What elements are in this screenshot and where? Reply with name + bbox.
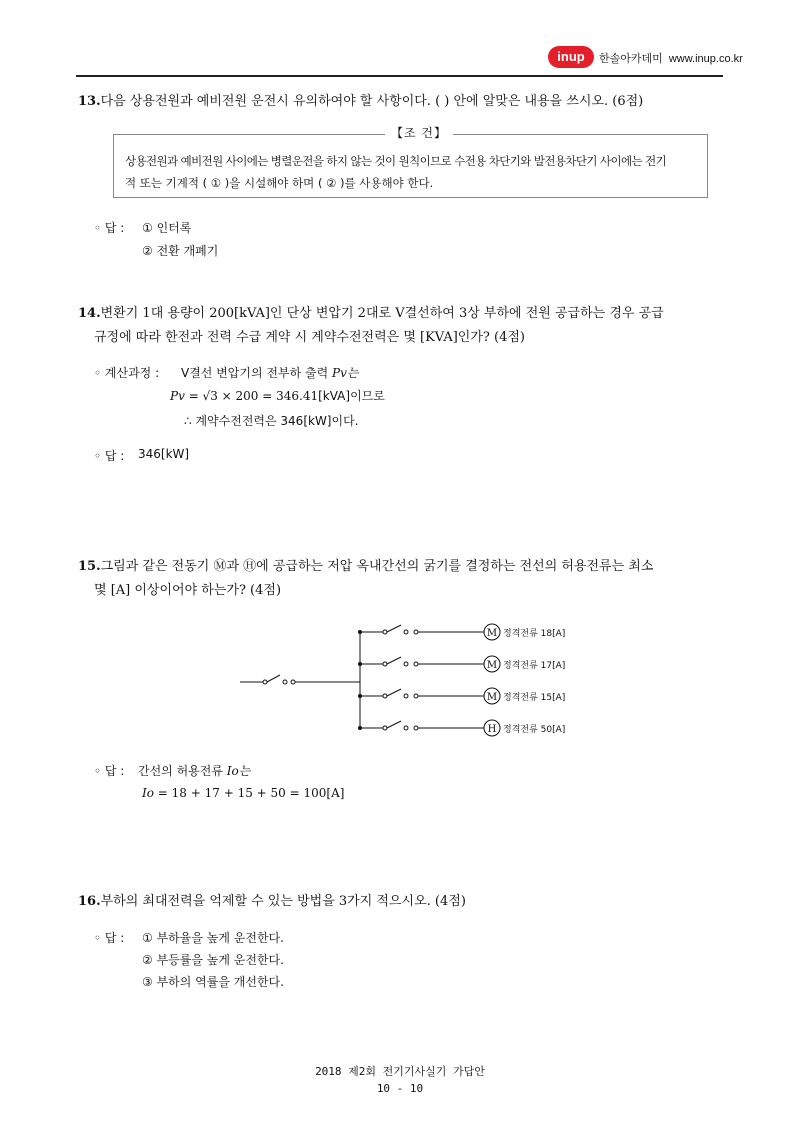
main-switch-contact <box>263 680 267 684</box>
q13-answer-1: ① 인터록 <box>142 221 192 235</box>
q16-question <box>78 890 466 914</box>
branch-switch-contact <box>404 726 408 730</box>
load-rated-current-label: 정격전류 18[A] <box>503 629 566 639</box>
branch-switch-blade <box>387 689 401 696</box>
q15-answer-line2 <box>142 786 344 800</box>
q15-answer-label: ◦ 답 : <box>94 764 125 778</box>
q13-question <box>78 90 643 114</box>
q14-question <box>78 302 664 350</box>
q14-calc-line2-unit: [kVA]이므로 <box>318 389 385 403</box>
footer-title: 2018 제2회 전기기사실기 가답안 <box>315 1065 485 1078</box>
brand <box>599 50 743 66</box>
q14-line2: 규정에 따라 한전과 전력 수급 계약 시 계약수전전력은 몇 [KVA]인가? (4점) <box>94 330 525 345</box>
header-rule <box>76 75 723 77</box>
load-symbol-letter: M <box>486 660 498 671</box>
q13-condition-title: 【조 건】 <box>385 124 453 141</box>
q13-answer-2: ② 전환 개폐기 <box>142 244 219 258</box>
branch-switch-contact <box>414 726 418 730</box>
q14-calc-line1-sym: Pv는 <box>332 366 359 380</box>
load-rated-current-label: 정격전류 17[A] <box>503 661 566 671</box>
q15-answer-line1 <box>138 762 250 779</box>
load-rated-current-label: 정격전류 15[A] <box>503 693 566 703</box>
q13-condition-text <box>125 150 705 194</box>
q14-number: 14. <box>78 306 101 321</box>
branch-switch-contact <box>404 694 408 698</box>
q13-text: 다음 상용전원과 예비전원 운전시 유의하여야 할 사항이다. ( ) 안에 알맞은 내용을 쓰시오. (6점) <box>100 94 644 109</box>
q15-line2: 몇 [A] 이상이어야 하는가? (4점) <box>94 583 282 598</box>
branch-switch-blade <box>387 657 401 664</box>
q14-answer-label: ◦ 답 : <box>94 449 125 463</box>
q13-condition-line1: 상용전원과 예비전원 사이에는 병렬운전을 하지 않는 것이 원칙이므로 수전용 차단기와 발전용차단기 사이에는 전기 <box>125 154 667 168</box>
inup-logo: inup <box>548 46 594 68</box>
brand-name: 한솔아카데미 <box>599 53 663 65</box>
branch-switch-contact <box>414 694 418 698</box>
main-switch-contact <box>283 680 287 684</box>
q16-answer-1: ① 부하율을 높게 운전한다. <box>142 931 284 945</box>
q14-calc-line2 <box>170 387 385 404</box>
branch-switch-contact <box>404 662 408 666</box>
q14-calc-label: ◦ 계산과정 : <box>94 366 160 380</box>
branch-switch-contact <box>414 662 418 666</box>
q14-calc-line1-text: V결선 변압기의 전부하 출력 <box>181 366 329 380</box>
q14-line1: 변환기 1대 용량이 200[kVA]인 단상 변압기 2대로 V결선하여 3상 부하에 전원 공급하는 경우 공급 <box>100 306 664 321</box>
branch-switch-contact <box>414 630 418 634</box>
q15-question <box>78 555 653 603</box>
q13-condition-line2: 적 또는 기계적 ( ① )을 시설해야 하며 ( ② )를 사용해야 한다. <box>125 176 434 190</box>
load-symbol-letter: M <box>486 628 498 639</box>
q15-line1: 그림과 같은 전동기 Ⓜ과 Ⓗ에 공급하는 저압 옥내간선의 굵기를 결정하는 전선의 허용전류는 최소 <box>100 559 654 574</box>
branch-switch-contact <box>383 630 387 634</box>
q14-calc-line2-expr: = √3 × 200 = 346.41 <box>188 389 319 403</box>
q16-answer-2: ② 부등률을 높게 운전한다. <box>142 953 284 967</box>
load-rated-current-label: 정격전류 50[A] <box>503 725 566 735</box>
footer-page: 10 - 10 <box>376 1082 424 1095</box>
branch-switch-contact <box>383 662 387 666</box>
q15-answer-text: 간선의 허용전류 <box>138 764 223 778</box>
q16-answer-label: ◦ 답 : <box>94 931 125 945</box>
load-symbol-letter: H <box>487 724 497 735</box>
q15-answer-sym: Io는 <box>226 764 251 778</box>
q13-answer-label: ◦ 답 : <box>94 221 125 235</box>
branch-switch-contact <box>383 726 387 730</box>
main-switch-contact <box>291 680 295 684</box>
q14-calc-line3: ∴ 계약수전전력은 346[kW]이다. <box>184 414 359 428</box>
branch-switch-contact <box>383 694 387 698</box>
q14-answer: 346[kW] <box>138 447 190 461</box>
q15-answer-eq: = 18 + 17 + 15 + 50 = 100[A] <box>157 786 345 800</box>
q16-answer-3: ③ 부하의 역률을 개선한다. <box>142 975 284 989</box>
q16-number: 16. <box>78 894 101 909</box>
q13-number: 13. <box>78 94 101 109</box>
q15-answer-eq-sym: Io <box>142 786 154 800</box>
q16-text: 부하의 최대전력을 억제할 수 있는 방법을 3가지 적으시오. (4점) <box>100 894 466 909</box>
main-switch-blade <box>267 675 280 682</box>
q14-calc-line2-sym: Pv <box>170 389 185 403</box>
branch-switch-contact <box>404 630 408 634</box>
branch-switch-blade <box>387 625 401 632</box>
branch-switch-blade <box>387 721 401 728</box>
q15-number: 15. <box>78 559 101 574</box>
brand-url[interactable]: www.inup.co.kr <box>668 53 743 65</box>
q14-calc-line1 <box>181 364 358 381</box>
q15-circuit-diagram <box>235 620 595 745</box>
load-symbol-letter: M <box>486 692 498 703</box>
